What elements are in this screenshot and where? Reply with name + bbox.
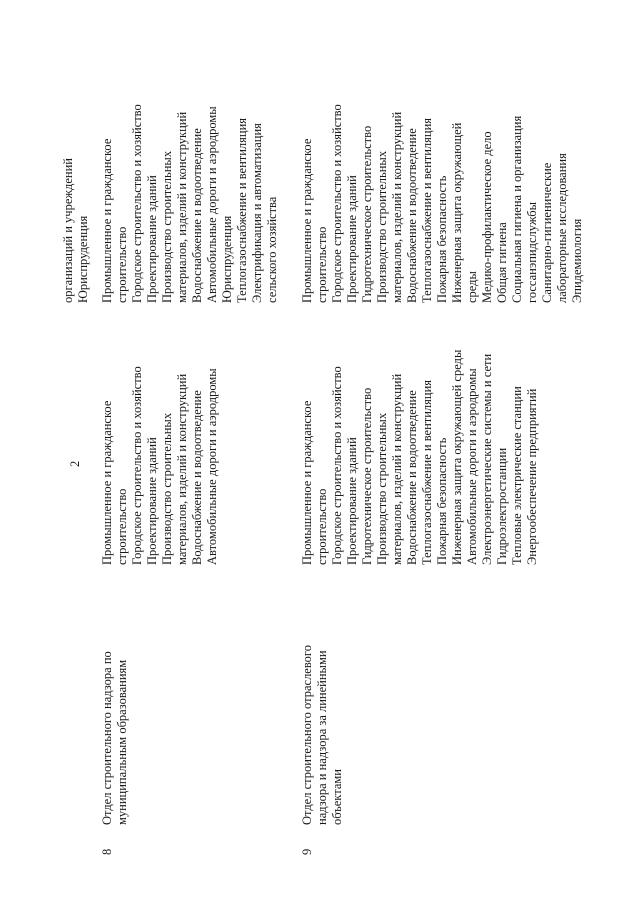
text-line: Пожарная безопасность [435,175,449,303]
text-line: муниципальным образованиям [115,659,129,825]
text-line: Теплогазоснабжение и вентиляция [235,117,249,303]
text-line: материалов, изделий и конструкций [175,111,189,303]
text-line: Социальная гигиена и организация [510,115,524,303]
text-line: Городское строительство и хозяйство [330,366,344,565]
text-line: строительство [115,226,129,303]
text-line: Водоснабжение и водоотведение [190,128,204,303]
text-line: Производство строительных [160,412,174,565]
text-line: Промышленное и гражданское [300,138,314,303]
text-line: Электрификация и автоматизация [250,123,264,303]
text-line: Городское строительство и хозяйство [130,104,144,303]
text-line: строительство [315,488,329,565]
text-line: госсанэпидслужбы [525,201,539,303]
text-line: Производство строительных [375,150,389,303]
text-line: Проектирование зданий [345,175,359,303]
text-line: Гидротехническое строительство [360,387,374,565]
text-line: Общая гигиена [495,222,509,303]
continuation-col3 [61,158,91,303]
text-line: Юриспруденция [76,215,90,303]
row8-col3 [100,104,280,303]
text-line: материалов, изделий и конструкций [390,111,404,303]
text-line: Гидроэлектростанции [495,447,509,565]
row9-department [300,645,345,825]
text-line: Проектирование зданий [145,175,159,303]
row8-department [100,651,130,825]
text-line: Промышленное и гражданское [100,400,114,565]
text-line: Теплогазоснабжение и вентиляция [420,117,434,303]
row8-col2 [100,366,220,565]
text-line: Производство строительных [160,150,174,303]
text-line: Автомобильные дороги и аэродромы [465,368,479,565]
text-line: Инженерная защита окружающей среды [450,349,464,565]
text-line: строительство [115,488,129,565]
text-line: Промышленное и гражданское [100,138,114,303]
text-line: материалов, изделий и конструкций [390,373,404,565]
text-line: Медико-профилактическое дело [480,131,494,303]
text-line: Водоснабжение и водоотведение [190,390,204,565]
page-number: 2 [68,460,82,467]
text-line: Водоснабжение и водоотведение [405,390,419,565]
text-line: Отдел строительного надзора по [100,651,114,825]
row9-col3 [300,104,585,303]
text-line: Производство строительных [375,412,389,565]
text-line: Автомобильные дороги и аэродромы [205,368,219,565]
text-line: Санитарно-гигиенические [540,162,554,303]
text-line: лабораторные исследования [555,153,569,303]
text-line: Гидротехническое строительство [360,125,374,303]
text-line: Юриспруденция [220,215,234,303]
text-line: Водоснабжение и водоотведение [405,128,419,303]
text-line: объектами [330,769,344,825]
text-line: Автомобильные дороги и аэродромы [205,106,219,303]
text-line: Теплогазоснабжение и вентиляция [420,379,434,565]
text-line: организаций и учреждений [61,158,75,303]
text-line: Пожарная безопасность [435,437,449,565]
text-line: Городское строительство и хозяйство [330,104,344,303]
text-line: надзора и надзора за линейными [315,650,329,825]
text-line: Энергообеспечение предприятий [525,388,539,565]
text-line: сельского хозяйства [265,196,279,303]
text-line: строительство [315,226,329,303]
text-line: материалов, изделий и конструкций [175,373,189,565]
text-line: среды [465,271,479,303]
text-line: Промышленное и гражданское [300,400,314,565]
text-line: Городское строительство и хозяйство [130,366,144,565]
text-line: Отдел строительного отраслевого [300,645,314,825]
text-line: Эпидемиология [570,218,584,303]
row-number-9: 9 [300,848,314,855]
text-line: Проектирование зданий [345,437,359,565]
text-line: Тепловые электрические станции [510,386,524,565]
text-line: Электроэнергетические системы и сети [480,353,494,565]
row-number-8: 8 [100,848,114,855]
row9-col2 [300,350,540,565]
text-line: Проектирование зданий [145,437,159,565]
text-line: Инженерная защита окружающей [450,122,464,303]
